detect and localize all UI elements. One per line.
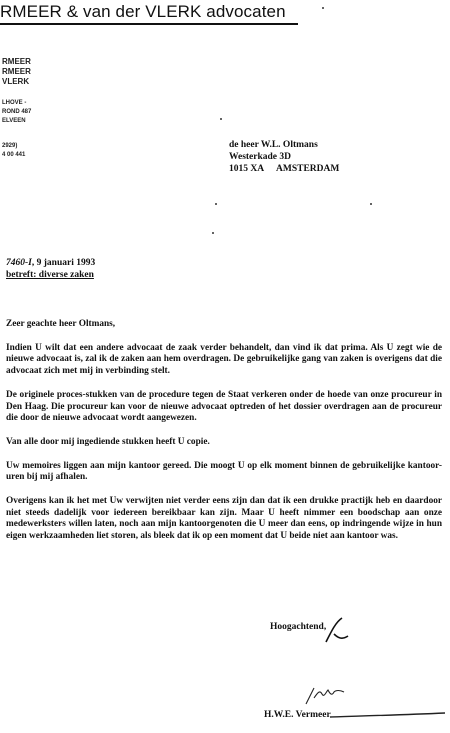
letter-date: , 9 januari 1993 — [31, 258, 96, 268]
signature-stroke — [330, 712, 445, 718]
partner-name: RMEER — [2, 67, 31, 76]
firm-address — [2, 99, 31, 126]
contact-line: 2929) — [2, 143, 18, 149]
body-paragraph: Overigens kan ik het met Uw verwijten niet verder eens zijn dan dat ik een drukke practijk heb en daardoor niet steeds dadelijk voor iedereen bereikbaar kan zijn. Maar U heeft nimmer een boodschap aan onze medewerksters willen laten, noch aan mijn kantoorgenoten die U meer dan eens, op indringende wijze in hun eigen werkzaamheden liet storen, als bleek dat ik op een moment dat U beide niet aan kantoor was. — [6, 496, 442, 542]
body-paragraph: Uw memoires liggen aan mijn kantoor gereed. Die moogt U op elk moment binnen de gebruikelijke kantoor-uren bij mij afhalen. — [6, 460, 442, 483]
letterhead-rule — [0, 23, 298, 25]
scan-speck — [322, 7, 324, 9]
address-line: LHOVE - — [2, 100, 27, 106]
body-paragraph: De originele proces-stukken van de procedure tegen de Staat verkeren onder de hoede van onze procureur in Den Haag. Die procureur kan voor de nieuwe advocaat optreden of het dossier overdragen aan de procureur die door de nieuwe advocaat wordt aangewezen. — [6, 389, 442, 424]
recipient-street: Westerkade 3D — [229, 152, 292, 162]
scan-speck — [370, 203, 372, 205]
scan-speck — [215, 203, 217, 205]
partner-names — [2, 57, 31, 87]
recipient-postcode: 1015 XA — [229, 164, 265, 174]
letterhead-firm-name: RMEER & van der VLERK advocaten — [0, 2, 286, 21]
closing-flourish — [322, 616, 350, 646]
letter-subject: betreft: diverse zaken — [6, 270, 94, 280]
body-paragraph: Indien U wilt dat een andere advocaat de zaak verder behandelt, dan vind ik dat prima. Als U zegt wie de nieuwe advocaat is, zal ik de zaken aan hem overdragen. De gebruikelijke gang van zaken is overigens dat die advocaat zich met mij in verbinding stelt. — [6, 342, 442, 377]
contact-line: 4 00 441 — [2, 152, 26, 158]
firm-contact — [2, 142, 25, 160]
handwritten-signature — [300, 682, 360, 710]
recipient-name: de heer W.L. Oltmans — [229, 140, 318, 150]
scan-speck — [220, 118, 222, 120]
letter-body — [6, 319, 442, 555]
salutation: Zeer geachte heer Oltmans, — [6, 319, 116, 329]
recipient-city-line — [229, 163, 339, 175]
partner-name: VLERK — [2, 77, 30, 86]
reference-block — [6, 257, 95, 281]
signer-name: H.W.E. Vermeer — [264, 710, 331, 720]
recipient-city: AMSTERDAM — [276, 164, 340, 174]
recipient-address — [229, 139, 339, 175]
scan-speck — [212, 232, 214, 234]
address-line: ROND 487 — [2, 109, 32, 115]
partner-name: RMEER — [2, 57, 31, 66]
body-paragraph: Van alle door mij ingediende stukken heeft U copie. — [6, 436, 210, 447]
closing: Hoogachtend, — [270, 622, 327, 632]
address-line: ELVEEN — [2, 118, 26, 124]
reference-code: 7460-I — [6, 258, 32, 268]
